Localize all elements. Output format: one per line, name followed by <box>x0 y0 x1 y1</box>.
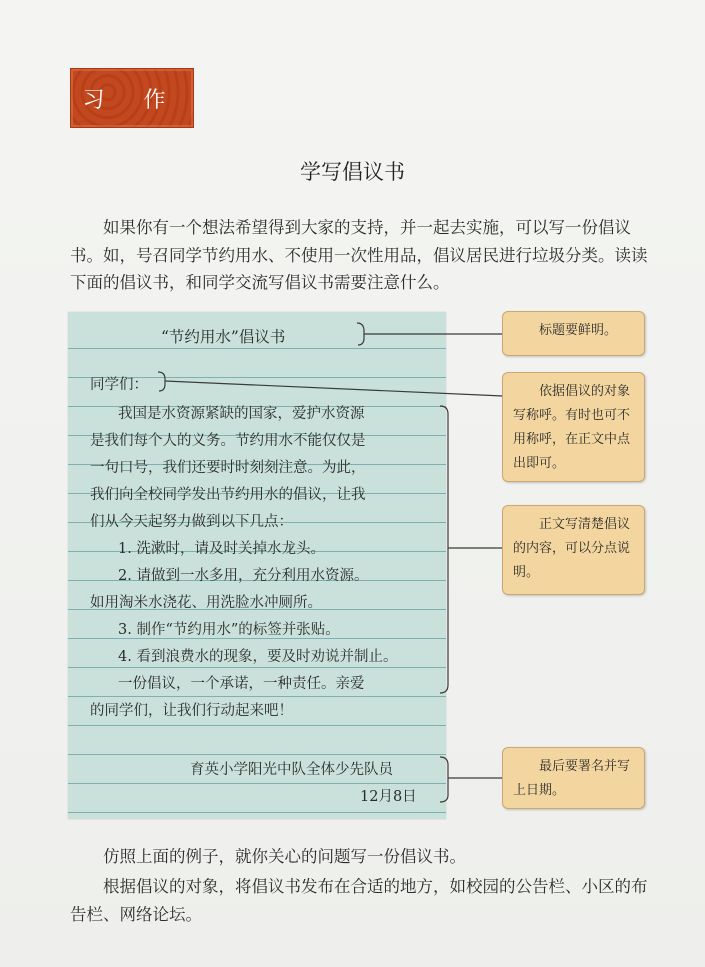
letter-body-line: 们从今天起努力做到以下几点： <box>90 514 293 530</box>
note-body: 正文写清楚倡议的内容，可以分点说明。 <box>502 505 645 595</box>
letter-body-line: 我们向全校同学发出节约用水的倡议，让我 <box>90 487 366 503</box>
note-greeting: 依据倡议的对象写称呼。有时也可不用称呼，在正文中点出即可。 <box>502 372 645 482</box>
letter-body-line: 是我们每个人的义务。节约用水不能仅仅是 <box>90 433 366 449</box>
letter-body-line: 一份倡议，一个承诺，一种责任。亲爱 <box>118 676 365 692</box>
letter-heading: “节约用水”倡议书 <box>161 328 286 346</box>
letter-body-line: 的同学们，让我们行动起来吧！ <box>90 703 293 719</box>
note-signature: 最后要署名并写上日期。 <box>502 747 645 809</box>
letter-point: 3. 制作“节约用水”的标签并张贴。 <box>118 622 340 638</box>
publish-tip-paragraph: 根据倡议的对象，将倡议书发布在合适的地方，如校园的公告栏、小区的布告栏、网络论坛。 <box>70 877 648 924</box>
intro-paragraph: 如果你有一个想法希望得到大家的支持，并一起去实施，可以写一份倡议书。如，号召同学节约用水、不使用一次性用品，倡议居民进行垃圾分类。读读下面的倡议书，和同学交流写倡议书需要注意什么。 <box>70 218 648 292</box>
signature-bracket <box>440 757 448 802</box>
section-tag-label: 习 作 <box>82 88 182 113</box>
letter-body-line: 如用淘米水浇花、用洗脸水冲厕所。 <box>90 595 322 611</box>
greeting-bracket <box>158 372 165 391</box>
letter-signature: 育英小学阳光中队全体少先队员 <box>190 762 393 778</box>
title-bracket <box>357 323 364 345</box>
task-paragraph: 仿照上面的例子，就你关心的问题写一份倡议书。 <box>103 847 466 866</box>
letter-body-line: 一句口号，我们还要时时刻刻注意。为此， <box>90 460 366 476</box>
letter-date: 12月8日 <box>360 789 417 805</box>
letter-point: 1. 洗漱时，请及时关掉水龙头。 <box>118 541 325 557</box>
letter-body-line: 我国是水资源紧缺的国家，爱护水资源 <box>118 406 365 422</box>
letter-greeting: 同学们： <box>90 377 148 393</box>
letter-point: 4. 看到浪费水的现象，要及时劝说并制止。 <box>118 649 398 665</box>
letter-point: 2. 请做到一水多用，充分利用水资源。 <box>118 568 369 584</box>
body-bracket <box>440 406 448 693</box>
page-title: 学写倡议书 <box>300 160 405 184</box>
note-title: 标题要鲜明。 <box>502 311 645 356</box>
greeting-connector-line <box>165 381 503 396</box>
